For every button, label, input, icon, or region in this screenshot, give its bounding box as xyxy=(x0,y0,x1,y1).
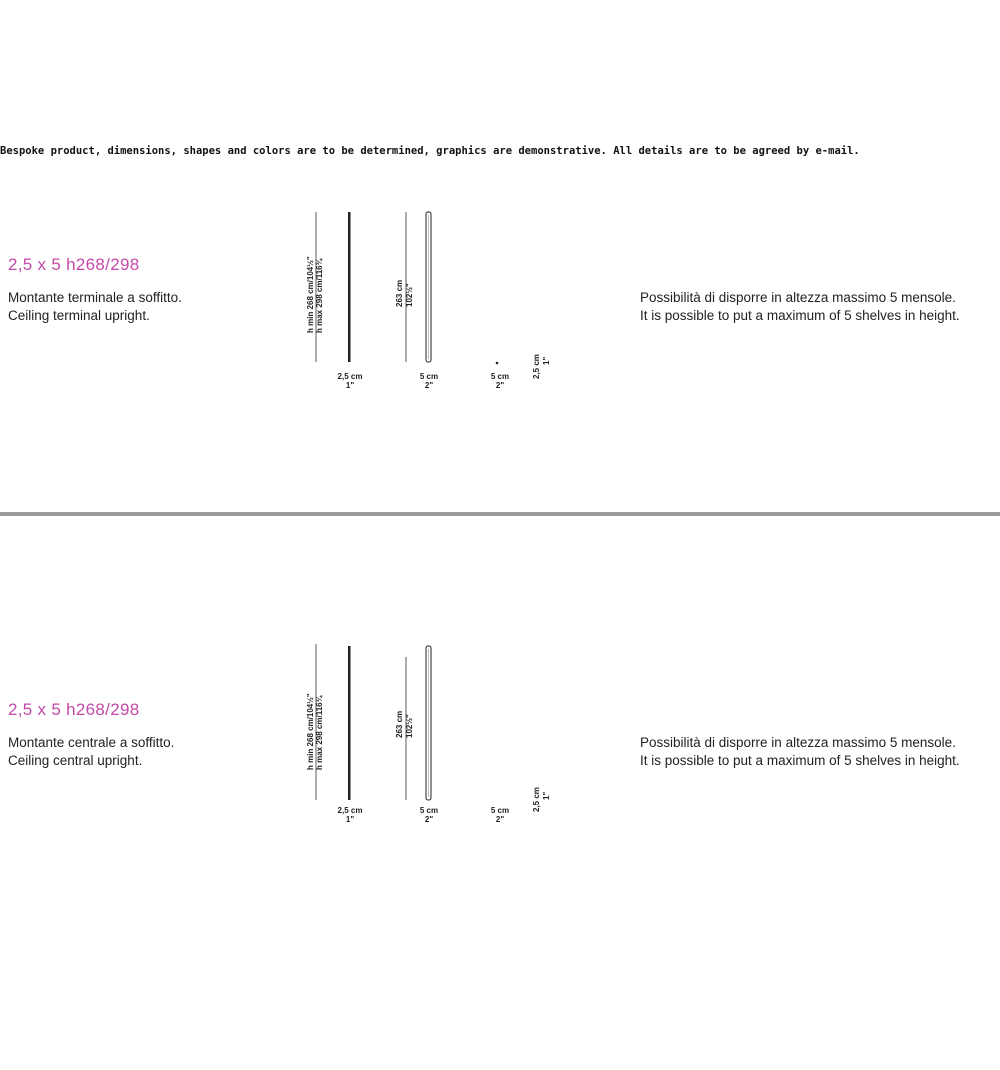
description-italian: Montante centrale a soffitto. xyxy=(8,735,175,750)
section-view-dot xyxy=(496,362,499,365)
note-italian: Possibilità di disporre in altezza massimo 5 mensole. xyxy=(640,290,956,305)
product-section-central xyxy=(0,640,1000,1070)
size-code: 2,5 x 5 h268/298 xyxy=(8,255,140,274)
width-2-label: 5 cm 2" xyxy=(419,372,439,390)
depth-in-label: 1" xyxy=(542,791,551,800)
width-1-label: 2,5 cm 1" xyxy=(337,806,363,824)
depth-cm-label: 2,5 cm xyxy=(532,787,541,812)
h-263-cm-label: 263 cm xyxy=(395,710,404,738)
technical-drawing xyxy=(300,640,570,850)
depth-in-label: 1" xyxy=(542,356,551,365)
product-section-terminal xyxy=(0,195,1000,625)
section-divider xyxy=(0,512,1000,516)
h-263-in-label: 102½" xyxy=(405,283,414,307)
upright-side-view xyxy=(348,212,351,362)
h-263-cm-label: 263 cm xyxy=(395,279,404,307)
depth-cm-label: 2,5 cm xyxy=(532,354,541,379)
width-1-label: 2,5 cm 1" xyxy=(337,372,363,390)
disclaimer-text: Bespoke product, dimensions, shapes and colors are to be determined, graphics are demonstrative. All details are to be agreed by e-mail. xyxy=(0,145,860,157)
size-code: 2,5 x 5 h268/298 xyxy=(8,700,140,719)
description-english: Ceiling central upright. xyxy=(8,753,143,768)
h-min-label: h min 268 cm/104½" xyxy=(306,693,315,770)
shelf-note xyxy=(640,289,960,325)
h-min-label: h min 268 cm/104½" xyxy=(306,256,315,333)
width-3-label: 5 cm 2" xyxy=(490,372,510,390)
note-italian: Possibilità di disporre in altezza massimo 5 mensole. xyxy=(640,735,956,750)
note-english: It is possible to put a maximum of 5 shelves in height. xyxy=(640,308,960,323)
h-263-in-label: 102½" xyxy=(405,714,414,738)
note-english: It is possible to put a maximum of 5 shelves in height. xyxy=(640,753,960,768)
h-max-label: h max 298 cm/116¾ xyxy=(315,695,324,770)
description-italian: Montante terminale a soffitto. xyxy=(8,290,182,305)
product-description xyxy=(8,289,182,325)
width-3-label: 5 cm 2" xyxy=(490,806,510,824)
upright-side-view xyxy=(348,646,351,800)
h-max-label: h max 298 cm/116¾ xyxy=(315,258,324,333)
product-description xyxy=(8,734,174,770)
technical-drawing xyxy=(300,195,570,405)
width-2-label: 5 cm 2" xyxy=(419,806,439,824)
shelf-note xyxy=(640,734,960,770)
description-english: Ceiling terminal upright. xyxy=(8,308,150,323)
